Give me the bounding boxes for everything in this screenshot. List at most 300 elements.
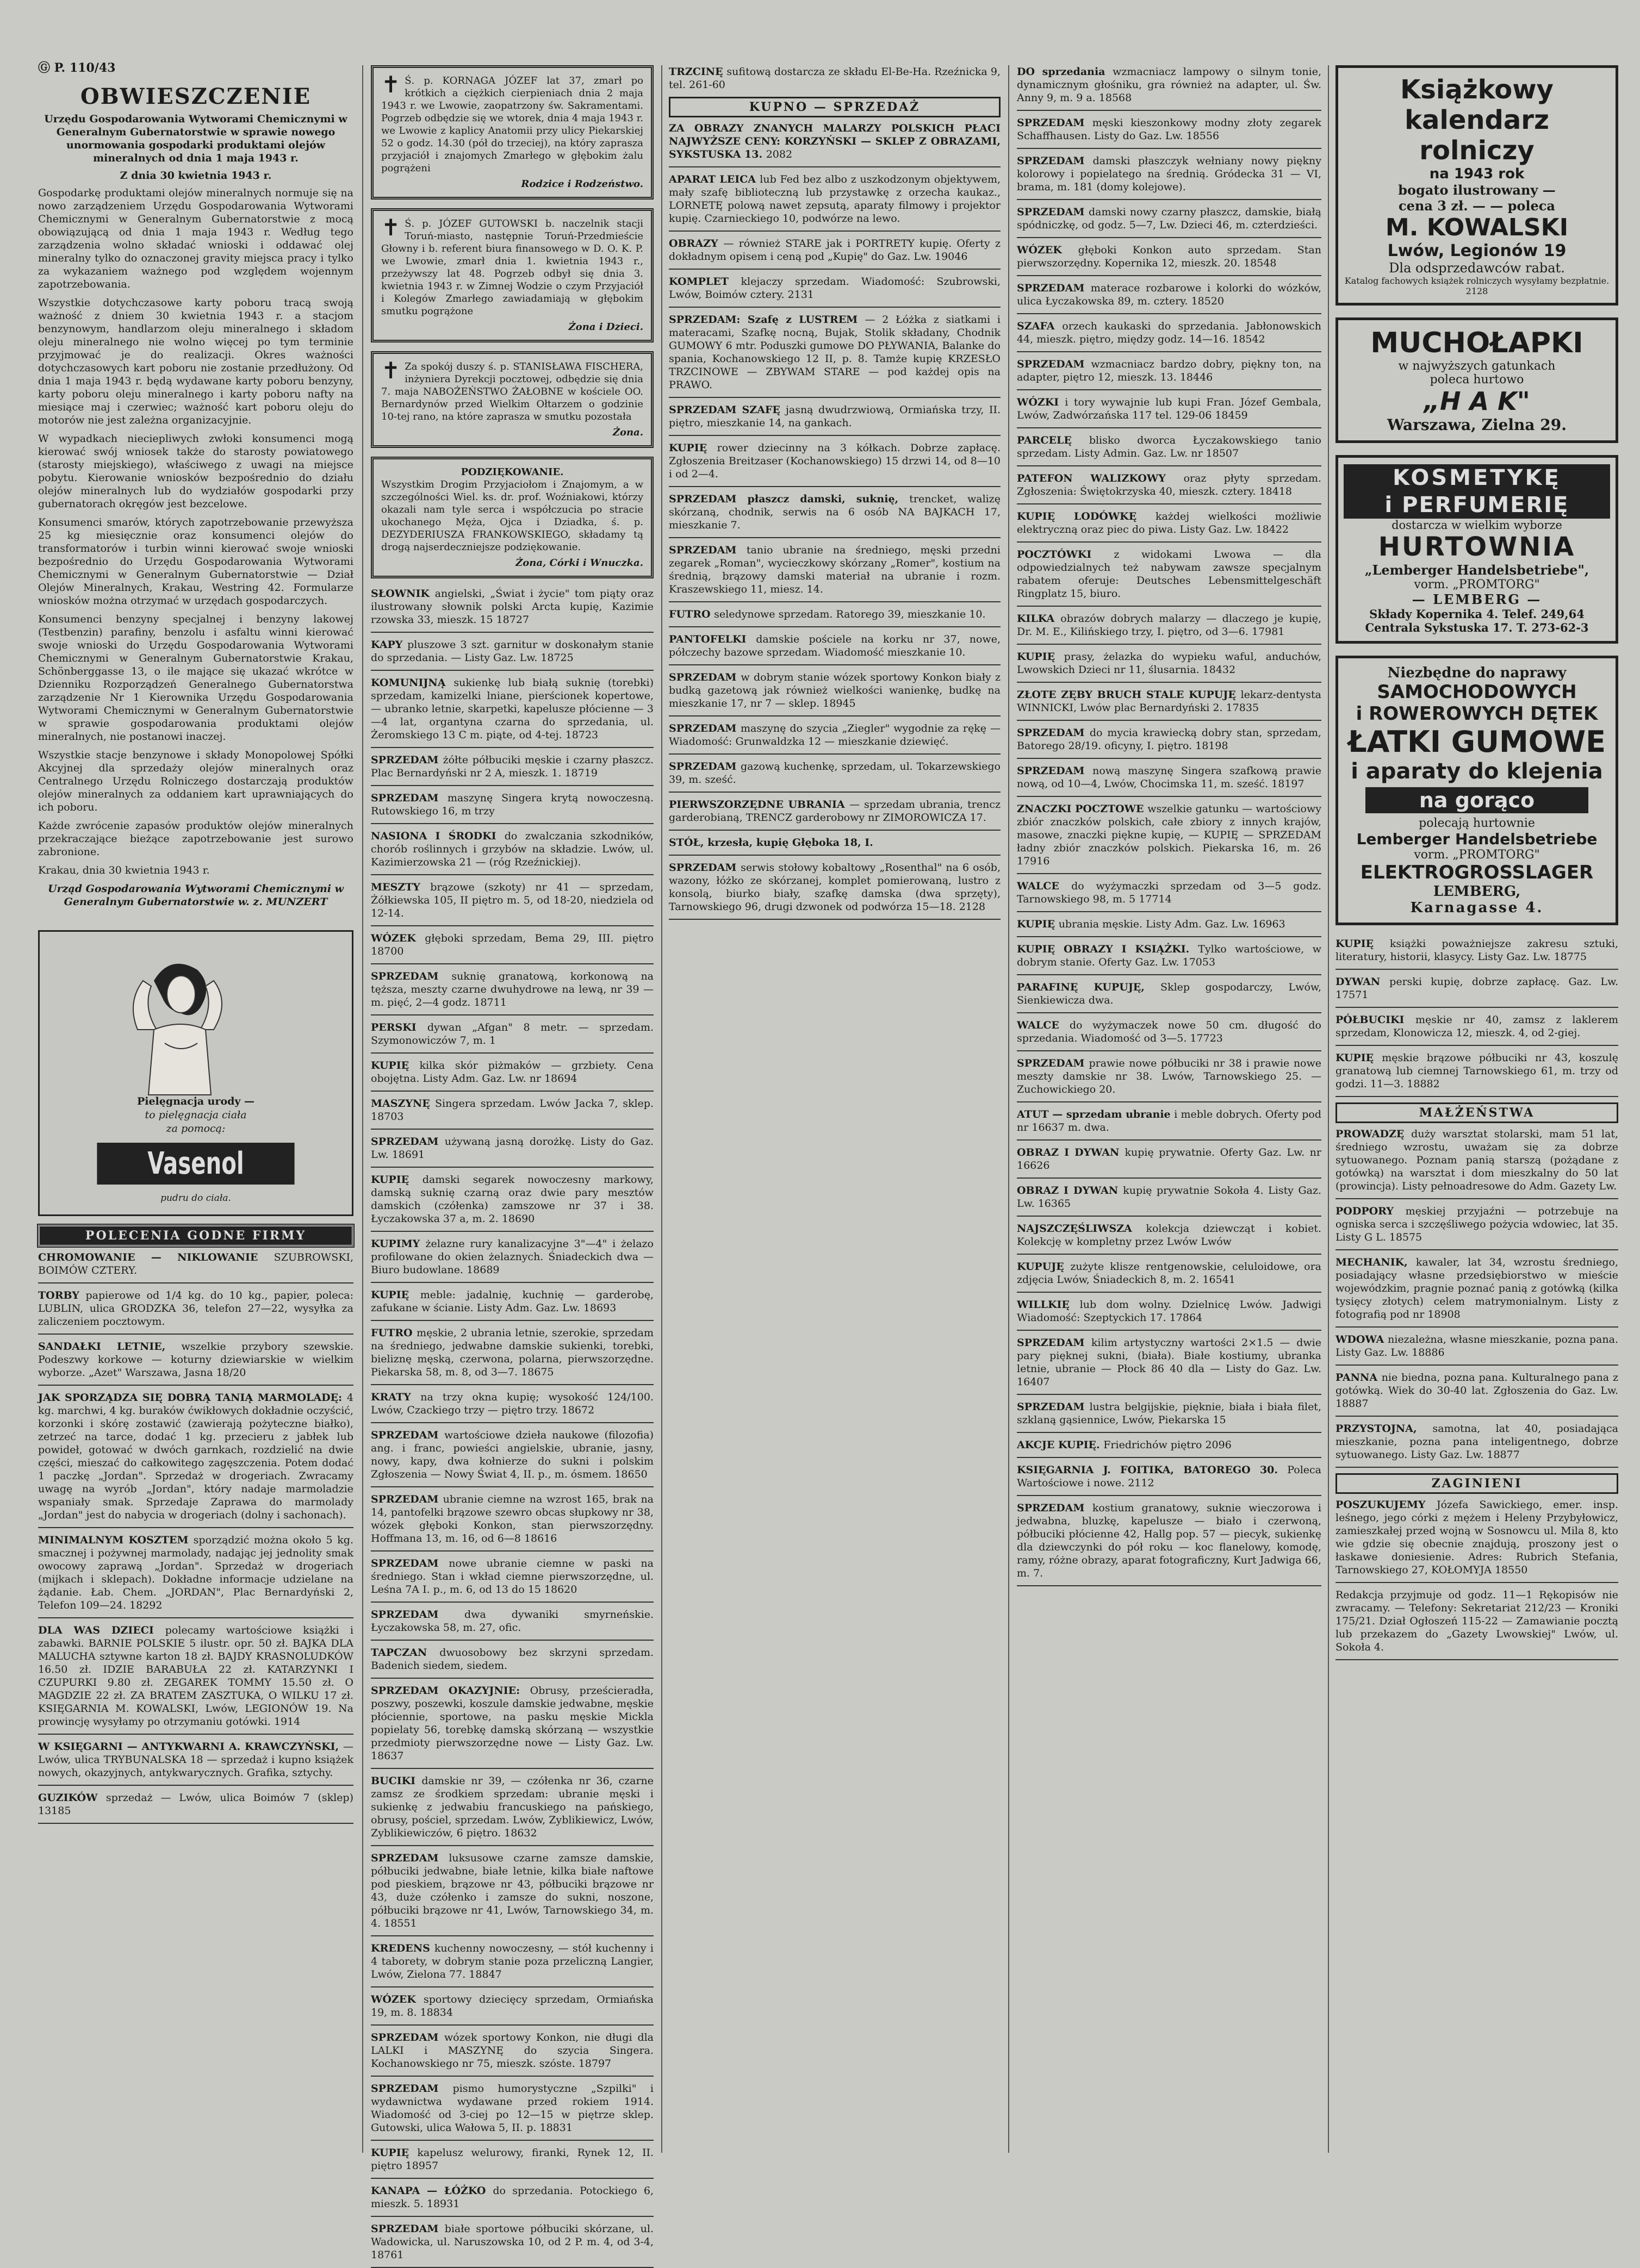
obituaries-list [371,65,654,448]
ad-text: Józefa Sawickiego, emer. insp. leśnego, jego córki z mężem i Heleny Przybyłowicz, zamieszkałej przed wojną w Sosnowcu ul. Mila 8, kto wie gdzie się obecnie znajdują, proszony jest o łaskawe doniesienie. Adres: Rubrich Stefania, Tarnowskiego 27, KOŁOMYJA 18550 [1335,1499,1618,1576]
ad-separator [1017,1216,1321,1217]
ad-text: klejaczy sprzedam. Wiadomość: Szubrowski, Lwów, Boimów cztery. 2131 [669,276,1001,301]
classified-ad [669,722,1001,748]
ad-heading: BUCIKI [371,1775,422,1787]
ad-separator [669,601,1001,602]
ad-heading: PARCELĘ [1017,434,1089,446]
classified-ad [371,1852,654,1930]
ad-heading: KUPIĘ [371,2147,418,2159]
classified-ad [38,1740,353,1779]
classified-ad [1017,802,1321,868]
ad-separator [371,1422,654,1423]
ad-separator [371,1231,654,1232]
classified-ad [669,798,1001,824]
classified-ad [669,313,1001,391]
ad-separator [371,1986,654,1987]
ad-heading: SPRZEDAM [1017,155,1093,167]
classified-ad [371,932,654,958]
ad-separator [1017,1330,1321,1331]
ad-separator [1017,720,1321,721]
ad-text: nową maszynę Singera szafkową prawie nową, od 10—4, Lwów, Chocimska 11, m. sześć. 18197 [1017,765,1322,790]
ad-separator [1017,1012,1321,1013]
ad-heading: POSZUKUJEMY [1335,1499,1437,1511]
ad-text: wózek sportowy Konkon, nie długi dla LALKI i MASZYNĘ do szycia Singera. Kochanowskiego nr 75, mieszk. szóste. 18797 [371,2032,654,2070]
classified-ad [1017,358,1321,384]
notice-paragraph: Wszystkie dotychczasowe karty poboru tracą swoją ważność z dniem 30 kwietnia 1943 r. a stacjom benzynowym, handlarzom oleju mineralnego i składom oleju mineralnego nie wolno więcej po tym terminie przyjmować je do realizacji. Okres ważności dotychczasowych kart poboru nie zostanie przedłużony. Od dnia 1 maja 1943 r. będą wydawane karty poboru benzyny, karty poboru oleju mineralnego i karty poboru nafty na miesiące maj i czerwiec; ważność kart poboru oleju do motorów nie jest zależna organizacyjnie. [38,297,353,426]
ad-text: trencket, walizę skórzaną, chodnik, serwis na 6 osób NA BAJKACH 17, mieszkanie 7. [669,493,1001,531]
ad-heading: KUPIĘ [1017,918,1059,930]
classified-ad [669,493,1001,532]
ad-text: białe sportowe półbuciki skórzane, ul. Wadowicka, ul. Naruszowska 10, od 2 P. m. 4, od 3-4, 18761 [371,2223,654,2261]
ad-text: zużyte klisze rentgenowskie, celuloidowe, ora zdjęcia Lwów, Śniadeckich 8, m. 2. 16541 [1017,1261,1321,1286]
classified-ad [1017,981,1321,1007]
classified-ad [1017,612,1321,638]
ad-text: męski kieszonkowy modny złoty zegarek Schaffhausen. Listy do Gaz. Lw. 18556 [1017,117,1322,142]
ad-heading: SZAFA [1017,320,1063,332]
ad-separator [371,963,654,964]
ad-text: kuchenny nowoczesny, — stół kuchenny i 4 taborety, w dobrym stanie poza przeliczną Langier, Lwów, Zielona 77. 18847 [371,1942,654,1980]
classified-ad [371,1059,654,1085]
ad-heading: PANTOFELKI [669,633,756,645]
ad-text: wzmacniacz bardzo dobry, piękny ton, na adapter, piętro 12, mieszk. 13. 18446 [1017,358,1321,383]
ad-separator [1017,758,1321,759]
section-header-buy-sell: KUPNO — SPRZEDAŻ [669,97,1001,117]
classified-ad [371,1942,654,1981]
classified-ad [371,638,654,664]
ad-text: gazową kuchenkę, sprzedam, ul. Tokarzewskiego 39, m. sześć. [669,761,1001,786]
column-rule [1328,65,1329,2153]
ad-text: ubranie ciemne na wzrost 165, brak na 14, pantofelki brązowe szewro obcas słupkowy nr 38, wózek głęboki Konkon, stan pierwszorzędny. Hoffmana 13, m. 16, od 6—8 18616 [371,1493,654,1544]
classified-ad [1017,1057,1321,1096]
ad-text: pluszowe 3 szt. garnitur w doskonałym stanie do sprzedania. — Listy Gaz. Lw. 18725 [371,639,654,664]
classified-ad [38,1791,353,1817]
ad-separator [1017,503,1321,504]
ad-text: damski nowy czarny płaszcz, damskie, białą spódniczkę, od godz. 5—7, Lw. Dzieci 46, m. czterdzieści. [1017,206,1322,231]
ad-text: w dobrym stanie wózek sportowy Konkon biały z budką gazetową jak również wielkości wanienkę, budkę na mieszkanie 17, nr 7 — sklep. 18945 [669,671,1001,709]
ad-heading: SPRZEDAM [1017,1057,1089,1069]
ad-separator [1017,644,1321,645]
classified-ad [371,970,654,1009]
ad-heading: WÓZEK [371,932,425,944]
classified-ad [1017,918,1321,931]
ad-text: męskiej przyjaźni — potrzebuje na ogniska serca i szczęśliwego pożycia wdowiec, lat 35. Listy G L. 18575 [1335,1205,1618,1243]
classified-ad [1017,764,1321,790]
ad-separator [371,1845,654,1846]
ad-separator [371,2076,654,2077]
classified-ad [371,1021,654,1047]
ad-heading: SPRZEDAM [371,1429,445,1441]
ad-text: 4 kg. marchwi, 4 kg. buraków ćwikłowych dokładnie oczyścić, korzonki i skórę zostawić (zawierają pożyteczne białko), zetrzeć na tarce, dodać 1 kg. przecieru z jabłek lub powideł, gotować w dwóch garnkach, rozdzielić na dwie części, mieszać do całkowitego zagęszczenia. Potem dodać 1 paczkę „Jordan". Sprzedaż w drogeriach. Zwracamy uwagę na wyrób „Jordan", który nadaje marmoladzie wspaniały smak. Sprzedaje Zaprawa do marmolady „Jordan" jest do nabycia w drogeriach (dolny i sachonach). [38,1392,353,1521]
ad-text: meble: jadalnię, kuchnię — garderobę, zafukane w ścianie. Listy Adm. Gaz. Lw. 18693 [371,1289,654,1314]
ad-text: 2082 [766,148,793,160]
ad-heading: OBRAZ I DYWAN [1017,1185,1123,1197]
ad-heading: PARAFINĘ KUPUJĘ, [1017,981,1161,993]
ad-separator [1017,1394,1321,1395]
ad-text: wszelkie przybory szewskie. Podeszwy korkowe — koturny dziewiarskie w wielkim wyborze. „Azet" Warszawa, Jasna 18/20 [38,1341,353,1379]
classified-ad [1335,1013,1618,1039]
classified-ads-list-5 [1335,937,1618,1097]
ad-text: prawie nowe półbuciki nr 38 i prawie nowe meszty damskie nr 38. Lwów, Tarnowskiego 25. — Zuchowickiego 20. [1017,1057,1321,1095]
ad-text: męskie brązowe półbuciki nr 43, koszulę granatową lub ciemnej Tarnowskiego 61, m. trzy od godzi. 11—3. 18882 [1335,1052,1618,1090]
ad-separator [1335,1198,1618,1199]
ad-separator [371,632,654,633]
ad-separator [669,626,1001,627]
ad-separator [1017,275,1321,276]
recommended-ads-list [38,1251,353,1824]
ad-heading: KUPIĘ OBRAZY I KSIĄŻKI. [1017,943,1198,955]
vasenol-logo: Vasenol [97,1143,294,1185]
classified-ad [38,1391,353,1522]
ad-heading: ATUT — sprzedam ubranie [1017,1108,1175,1120]
classified-ad [1017,1260,1321,1286]
ad-text: oraz płyty sprzedam. Zgłoszenia: Świętokrzyska 40, mieszk. cztery. 18418 [1017,472,1321,497]
ad-separator [1017,110,1321,111]
ad-heading: SPRZEDAM OKAZYJNIE: [371,1685,530,1697]
ad-heading: PROWADZĘ [1335,1128,1412,1140]
classified-ad [1017,472,1321,498]
ad-heading: DO sprzedania [1017,66,1113,78]
ad-separator [669,269,1001,270]
ad-heading: SPRZEDAM [1017,358,1091,370]
ad-text: maszynę do szycia „Ziegler" wygodnie za rękę — Wiadomość: Grunwaldzka 12 — mieszkanie dziewięć. [669,722,1001,747]
column-rule [362,65,363,2153]
ad-heading: KUPIĘ [1335,1052,1382,1064]
classified-ad [1017,1336,1321,1388]
ad-text: materace rozbarowe i kolorki do wózków, ulica Łyczakowska 89, m. cztery. 18520 [1017,282,1321,307]
ad-heading: WÓZEK [371,1993,424,2005]
ad-separator [1017,1254,1321,1255]
ad-separator [1017,1457,1321,1458]
ad-separator [371,925,654,926]
cosmetics-ad: KOSMETYKĘ i PERFUMERIĘ dostarcza w wielkim wyborze HURTOWNIA „Lemberger Handelsbetriebe", vorm. „PROMTORG" — LEMBERG — Składy Kopernika 4. Telef. 249,64 Centrala Sykstuska 17. T. 273-62-3 [1335,455,1618,644]
ad-heading: FUTRO [669,608,715,620]
ad-separator [371,1167,654,1168]
classified-ad [669,608,1001,621]
ad-text: perski kupię, dobrze zapłacę. Gaz. Lw. 17571 [1335,976,1618,1001]
classified-ad [669,861,1001,913]
ad-separator [669,166,1001,167]
classified-ad [1017,943,1321,969]
ad-text: sukienkę lub białą suknię (torebki) sprzedam, kamizelki lniane, pierścionek kopertowe, — ubranko letnie, skarpetki, kapelusze płócienne — 3—4 lat, organtyna czarna do sprzedania, ul. Żeromskiego 13 C m. piąte, od 4-tej. 18723 [371,677,654,741]
ad-text: obrazów dobrych malarzy — dlaczego je kupię, Dr. M. E., Kilińskiego trzy, I. piętro, od 3—6. 17981 [1017,613,1321,638]
classified-ad [371,2184,654,2210]
ad-text: lub dom wolny. Dzielnicę Lwów. Jadwigi Wiadomość: Szeptyckich 17. 17864 [1017,1299,1321,1324]
classified-ad [38,1289,353,1328]
ad-text: suknię granatową, korkonową na tęższa, meszty czarne dwuhydrowe na lewą, nr 39 — m. pięć, 2—4 godz. 18711 [371,970,654,1008]
ad-heading: TORBY [38,1289,86,1301]
classified-ad [371,1288,654,1314]
classified-ad [669,173,1001,225]
ad-separator [1335,1007,1618,1008]
ad-text: kupię prywatnie Sokoła 4. Listy Gaz. Lw. 16365 [1017,1185,1322,1210]
ad-separator [371,1640,654,1641]
ad-separator [669,486,1001,487]
classified-ad [371,830,654,869]
woman-illustration [105,948,246,1095]
classified-ad [371,1557,654,1596]
ad-separator [1335,1045,1618,1046]
classified-ad [371,2222,654,2261]
thanks-notice: PODZIĘKOWANIE. Wszystkim Drogim Przyjaciołom i Znajomym, a w szczególności Wiel. ks. dr. prof. Woźniakowi, którzy okazali nam tyle serca i współczucia po stracie ukochanego Męża, Ojca i Dziadka, ś. p. DEZYDERIUSZA FRANKOWSKIEGO, składamy tą drogą najserdeczniejsze podziękowanie. Żona, Córki i Wnuczka. [371,457,654,578]
ad-separator [669,855,1001,856]
ad-heading: KUPIĘ [669,442,717,454]
ad-separator [1335,969,1618,970]
ad-separator [371,1768,654,1769]
classified-ad [1017,396,1321,422]
classified-ad [669,122,1001,161]
ad-heading: SPRZEDAM [371,1609,464,1621]
classified-ad [371,1097,654,1123]
classified-ad [371,676,654,742]
ad-text: do mycia krawiecką dobry stan, sprzedam, Batorego 28/19. oficyny, I. piętro. 18198 [1017,727,1322,752]
classified-ad [1017,1108,1321,1134]
ad-text: orzech kaukaski do sprzedania. Jabłonowskich 44, mieszk. piętro, między godz. 14—16. 18542 [1017,320,1321,345]
ad-heading: KSIĘGARNIA J. FOITIKA, BATOREGO 30. [1017,1464,1288,1476]
ad-heading: OBRAZY [669,238,724,250]
notice-subtitle: Urzędu Gospodarowania Wytworami Chemicznymi w Generalnym Gubernatorstwie w sprawie nowego unormowania gospodarki produktami olejów mineralnych od dnia 1 maja 1943 r. [44,113,347,164]
ad-separator [371,670,654,671]
classified-ad [38,1624,353,1728]
column-5 [1335,65,1618,2153]
cross-icon: ✝ [381,357,401,384]
classified-ad [1017,1400,1321,1426]
ad-separator [1335,1364,1618,1366]
ad-text: brązowe (szkoty) nr 41 — sprzedam, Żółkiewska 105, II piętro m. 5, od 18-20, niedziela od 12-14. [371,881,654,919]
ad-heading: KRATY [371,1391,421,1403]
ad-text: każdej wielkości możliwie elektryczną oraz piec do piwa. Listy Gaz. Lw. 18422 [1017,510,1321,535]
ad-separator [1017,606,1321,607]
ad-text: maszynę Singera krytą nowoczesną. Rutowskiego 16, m trzy [371,792,654,817]
ad-text: lub Fed bez albo z uszkodzonym objektywem, mały szafę biblioteczną lub przystawkę z orzecha kaukaz., LORNETĘ polową nawet zepsutą, aparaty filmowy i projektor kupię. Czarnieckiego 10, podwórze na lewo. [669,173,1001,225]
ad-separator [1017,1177,1321,1179]
ad-separator [669,537,1001,538]
ad-text: na trzy okna kupię; wysokość 124/100. Lwów, Czackiego trzy — piętro trzy. 18672 [371,1391,654,1416]
ad-text: sporządzić można około 5 kg. smacznej i pożywnej marmolady, nadając jej jednolity smak owocowy zaprawą „Jordan". Sprzedaż w drogeriach (mijkach i sklepach). Dokładne informacje udzielane na żądanie. Łab. Chem. „JORDAN", Plac Bernardyński 2, Telefon 109—24. 18292 [38,1534,353,1611]
ad-separator [371,2216,654,2217]
ad-separator [669,397,1001,398]
classified-ad [371,2146,654,2172]
ad-heading: SPRZEDAM [371,754,443,766]
ad-separator [1017,1432,1321,1433]
ad-heading: SPRZEDAM [371,970,452,982]
column-rule [1008,65,1009,2153]
classified-ad [371,1608,654,1634]
ad-heading: KAPY [371,639,408,651]
ad-separator [38,1734,353,1735]
ad-text: do zwalczania szkodników, chorób roślinnych i grzybów na składzie. Lwów, ul. Kazimierzowska 21 — (róg Rzeźnickiej). [371,830,654,868]
ad-separator [371,2140,654,2141]
flypaper-ad: MUCHOŁAPKI w najwyższych gatunkach poleca hurtowo „H A K" Warszawa, Zielna 29. [1335,317,1618,443]
ad-heading: KREDENS [371,1942,434,1954]
classified-ad [1017,1184,1321,1210]
ad-text: jasną dwudrzwiową, Ormiańska trzy, II. piętro, mieszkanie 14, na gankach. [669,404,1001,429]
ad-separator [1017,796,1321,797]
ad-separator [371,1014,654,1015]
ad-text: Poleca Wartościowe i nowe. 2112 [1017,1464,1321,1489]
ad-text: Tylko wartościowe, w dobrym stanie. Oferty Gaz. Lw. 17053 [1017,943,1322,968]
ad-heading: KUPIĘ LODÓWKĘ [1017,510,1156,522]
vasenol-text: Pielęgnacja urody — to pielęgnacja ciała za pomocą: [136,1095,255,1135]
classified-ad [371,1993,654,2019]
classified-ad [371,2082,654,2134]
ad-text: książki poważniejsze zakresu sztuki, literatury, historii, klasycy. Listy Gaz. Lw. 18775 [1335,938,1618,963]
ad-separator [371,2024,654,2026]
ad-text: męskie nr 40, zamsz z laklerem sprzedam, Klonowicza 12, mieszk. 4, od 2-giej. [1335,1014,1618,1039]
ad-separator [669,435,1001,436]
ad-heading: SPRZEDAM [669,761,741,772]
classified-ad [669,237,1001,263]
ad-separator [1017,465,1321,466]
section-header-missing: ZAGINIENI [1335,1473,1618,1494]
ad-heading: KUPIĘ [1335,938,1390,950]
ad-text: kilim artystyczny wartości 2×1.5 — dwie pary pięknej sukni, (biała). Białe kostiumy, ubranka letnie, ubranie — Płock 86 40 dla — Listy do Gaz. Lw. 16407 [1017,1337,1321,1388]
ad-text: papierowe od 1/4 kg. do 10 kg., papier, poleca: LUBLIN, ulica GRODZKA 36, telefon 27—22, wysyłka za zaliczeniem pocztowym. [38,1289,353,1328]
ad-text: żelazne rury kanalizacyjne 3"—4" i żelazo profilowane do okien żelaznych. Śniadeckich dwa — Biuro budowlane. 18689 [371,1238,654,1276]
classified-ad [669,544,1001,596]
classified-ads-list-2 [371,587,654,2268]
ad-heading: SPRZEDAM [371,1493,443,1505]
classified-ad [1335,1371,1618,1410]
classified-ad [1017,1298,1321,1324]
classified-ad [371,1391,654,1417]
classified-ad [1335,1256,1618,1321]
ad-heading: SPRZEDAM [669,544,747,556]
ad-separator [669,919,1001,920]
column-4 [1017,65,1321,2153]
classified-ad [1017,205,1321,232]
ad-text: nowe ubranie ciemne w paski na średniego. Stan i wkład ciemne pierwszorzędne, ul. Leśna 7A I. p., m. 6, od 13 do 15 18620 [371,1557,654,1596]
ad-separator [1017,199,1321,200]
ad-heading: ZŁOTE ZĘBY BRUCH STALE KUPUJĘ [1017,689,1241,701]
notice-paragraph: Wszystkie stacje benzynowe i składy Monopolowej Spółki Akcyjnej dla sprzedaży olejów mineralnych oraz Centralnego Urzędu Rolniczego dostarczają produktów olejów mineralnych za oddaniem kart uprawniających do ich poboru. [38,749,353,813]
ad-heading: FUTRO [371,1327,417,1339]
column-1 [38,61,353,2153]
marriage-ads-list [1335,1127,1618,1468]
ad-separator [1335,1249,1618,1250]
classified-ad [1017,1146,1321,1172]
ad-text: dwa dywaniki smyrneńskie. Łyczakowska 58, m. 27, ofic. [371,1609,654,1634]
classified-ad [371,1774,654,1840]
ad-heading: SPRZEDAM [1017,1401,1090,1413]
classified-ad [371,1135,654,1161]
ad-heading: SPRZEDAM [669,722,741,734]
ad-separator [371,1550,654,1552]
missing-persons-list [1335,1498,1618,1660]
classified-ad [669,441,1001,481]
ad-heading: SPRZEDAM [371,2032,444,2043]
ad-text: seledynowe sprzedam. Ratorego 39, mieszkanie 10. [714,608,986,620]
ad-text: męskie, 2 ubrania letnie, szerokie, sprzedam na średniego, jedwabne damskie sukienki, torebki, bieliznę męską, czerwona, polarna, pierwszorzędne. Piekarska 58, m. 8, od 3—7. 18675 [371,1327,654,1378]
ad-separator [371,785,654,786]
vasenol-tagline: pudru do ciała. [160,1193,231,1204]
ad-separator [1017,237,1321,238]
obituary-text: Ś. p. JÓZEF GUTOWSKI b. naczelnik stacji Toruń-miasto, następnie Toruń-Przedmieście Głowny i b. referent biura finansowego w D. O. K. P. we Lwowie, zmarł dnia 1. kwietnia 1943 r., przeżywszy lat 48. Pogrzeb odbył się dnia 3. kwietnia 1943 r. w Zimnej Wodzie o czym Przyjaciół i Kolegów Zmarłego zawiadamiają w głębokim smutku pogrążone [381,218,643,317]
ad-heading: MINIMALNYM KOSZTEM [38,1534,194,1546]
ad-text: damski płaszczyk wełniany nowy piękny kolorowy i popielatego na średnią. Gródecka 31 — VI, brama, m. 181 (domy kolejowe). [1017,155,1322,193]
notice-paragraph: Konsumenci benzyny specjalnej i benzyny lakowej (Testbenzin) parafiny, benzolu i asfaltu winni kierować swoje wnioski do Urzędu Gospodarowania Wytworami Chemicznymi w Generalnym Gubernatorstwie Krakau, Schönberggasse 13, o ile mające się ukazać wkrótce w Dzienniku Rozporządzeń Generalnego Gubernatorstwa zarządzenie Nr 1 Kierownika Urzędu Gospodarowania Wytworami Chemicznymi w Generalnym Gubernatorstwie w sprawie gospodarowania produktami olejów mineralnych, nie postanowi inaczej. [38,613,353,743]
ad-separator [1017,389,1321,390]
classified-ad [371,792,654,818]
notice-signature: Urząd Gospodarowania Wytworami Chemicznymi w Generalnym Gubernatorstwie w. z. MUNZERT [48,883,344,908]
ad-separator [1017,1495,1321,1496]
ad-separator [38,1527,353,1528]
cross-icon: ✝ [381,71,401,98]
ad-text: polecamy wartościowe książki i zabawki. BARNIE POLSKIE 5 ilustr. opr. 50 zł. BAJKA DLA MALUCHA sztywne karton 18 zł. BAJDY KRASNOLUDKÓW 16.50 zł. IDZIE BARABUŁA 22 zł. KATARZYNKI I CZUPURKI 9.80 zł. ZEGAREK TOMMY 15.50 zł. O MAGDZIE 22 zł. ZA BRATEM ZASZTUKA, O WILKU 17 zł. KSIĘGARNIA M. KOWALSKI, Lwów, LEGIONÓW 19. Na prowincję wysyłamy po otrzymaniu gotówki. 1914 [38,1624,353,1728]
ad-heading: WDOWA [1335,1334,1388,1345]
classified-ad [1017,1019,1321,1045]
ad-heading: SPRZEDAM [669,862,741,874]
ad-separator [1335,1326,1618,1328]
ad-text: SZUBROWSKI, BOIMÓW CZTERY. [38,1251,353,1276]
ad-heading: SPRZEDAM [1017,727,1090,739]
ad-text: do wyżymaczki sprzedam od 3—5 godz. Tarnowskiego 98, m. 5 17714 [1017,880,1321,905]
ad-text: blisko dworca Łyczakowskiego tanio sprzedam. Listy Admin. Gaz. Lw. nr 18507 [1017,434,1321,459]
classified-ad [371,2031,654,2070]
obituary-text: Ś. p. KORNAGA JÓZEF lat 37, zmarł po krótkich a ciężkich cierpieniach dnia 2 maja 1943 r. we Lwowie, zaopatrzony św. Sakramentami. Pogrzeb odbędzie się we wtorek, dnia 4 maja 1943 r. we Lwowie z kaplicy Anatomii przy ulicy Piekarskiej 52 o godz. 14.30 (pół do trzeciej), na który zaprasza przyjaciół i znajomych Zmarłego w głębokim żalu pogrążeni [381,75,643,174]
ad-heading: PANNA [1335,1372,1382,1384]
classified-ad [1335,1127,1618,1193]
classified-ad [1017,154,1321,194]
obituary-signature: Rodzice i Rodzeństwo. [521,178,643,190]
ad-separator [38,1785,353,1786]
ad-text: wszelkie gatunku — wartościowy zbiór znaczków polskich, całe zbiory z innych krajów, masowe, znaczki piękne kupię, — KUPIĘ — SPRZEDAM ładny zbiór znaczków polskich. Piekarska 16, m. 26 17916 [1017,803,1321,867]
classified-ad [1017,320,1321,346]
ad-text: dwuosobowy bez skrzyni sprzedam. Badenich siedem, siedem. [371,1647,654,1672]
ad-separator [38,1282,353,1283]
ad-separator [371,1602,654,1603]
ad-text: kupię prywatnie. Oferty Gaz. Lw. nr 16626 [1017,1147,1322,1172]
classified-ad [371,1326,654,1379]
ad-heading: PODPORY [1335,1205,1406,1217]
column-2 [371,65,654,2261]
ad-text: luksusowe czarne zamsze damskie, półbuciki jedwabne, białe letnie, kilka białe naftowe pod pieskiem, brązowe nr 43, półbuciki brązowe nr 43, duże czółenko i zamsze do sukni, noszone, półbuciki brązowe nr 41, Lwów, Tarnowskiego 34, m. 4. 18551 [371,1852,654,1929]
ad-heading: W KSIĘGARNI — ANTYKWARNI A. KRAWCZYŃSKI, [38,1741,343,1753]
ad-heading: PERSKI [371,1021,427,1033]
classified-ad [669,671,1001,710]
classified-ad [1017,880,1321,906]
ad-separator [38,1823,353,1824]
classified-ads-list-4 [1017,65,1321,1586]
classified-ad [1335,1498,1618,1577]
classified-ad [1017,726,1321,752]
ad-heading: WALCE [1017,880,1072,892]
ad-text: damskie nr 39, — czółenka nr 36, czarne zamsz ze środkiem sprzedam: ubranie męski i sukienkę z jedwabiu francuskiego na pańskiego, obrusy, pościel, sprzedam. Lwów, Zyblikiewicz, Lwów, Zyblikiewiczów, 6 piętro. 18632 [371,1775,654,1839]
ad-separator [1017,1292,1321,1293]
notice-paragraph: Konsumenci smarów, których zapotrzebowanie przewyższa 25 kg miesięcznie oraz konsumenci olejów do transformatorów i turbin winni kierować swoje wnioski bezpośrednio do Urzędu Gospodarowania Wytworami Chemicznymi w Generalnym Gubernatorstwie — Dział Olejów Mineralnych, Krakau, Westring 42. Formularze wniosków można otrzymać w urzędach gospodarczych. [38,516,353,607]
ad-heading: SPRZEDAM [371,1136,445,1148]
ad-separator [371,1129,654,1130]
ad-separator [371,1091,654,1092]
ad-separator [371,1320,654,1321]
ad-text: prasy, żelazka do wypieku waful, anduchów, Lwowskich Dzieci nr 11, ślusarnia. 18432 [1017,651,1321,676]
section-header-marriages: MAŁŻEŃSTWA [1335,1102,1618,1123]
ad-heading: SPRZEDAM [1017,1337,1091,1349]
ad-heading: APARAT LEICA [669,173,760,185]
ad-text: sportowy dziecięcy sprzedam, Ormiańska 19, m. 8. 18834 [371,1993,654,2018]
classified-ad [371,753,654,780]
ad-heading: WÓZKI [1017,396,1065,408]
ad-text: i meble dobrych. Oferty pod nr 16637 m. dwa. [1017,1108,1322,1133]
ad-heading: STÓŁ, krzesła, kupię Głęboka 18, I. [669,837,873,849]
ad-text: lustra belgijskie, pięknie, biała i biała filet, szklaną gąsiennice, Lwów, Piekarska 15 [1017,1401,1321,1426]
ad-text: duży warsztat stolarski, mam 51 lat, średniego wzrostu, uważam się za dobrze sytuowanego. Poznam panią starszą (pożądane z gotówką) na warsztat i dom mieszkalny do 50 lat (prowincja). Listy pełnoadresowe do Adm. Gazety Lw. [1335,1128,1618,1192]
classified-ad [1335,1205,1618,1244]
cross-icon: ✝ [381,214,401,241]
obituary-text: Za spokój duszy ś. p. STANISŁAWA FISCHERA, inżyniera Dyrekcji pocztowej, odbędzie się dnia 7. maja NABOŻEŃSTWO ŻAŁOBNE w kościele OO. Bernardynów przed Wielkim Ołtarzem o godzinie 10-tej rano, na które zaprasza w smutku pozostała [381,361,643,422]
ad-heading: SPRZEDAM [1017,117,1092,129]
obituary [371,208,654,342]
ad-separator [38,1617,353,1618]
